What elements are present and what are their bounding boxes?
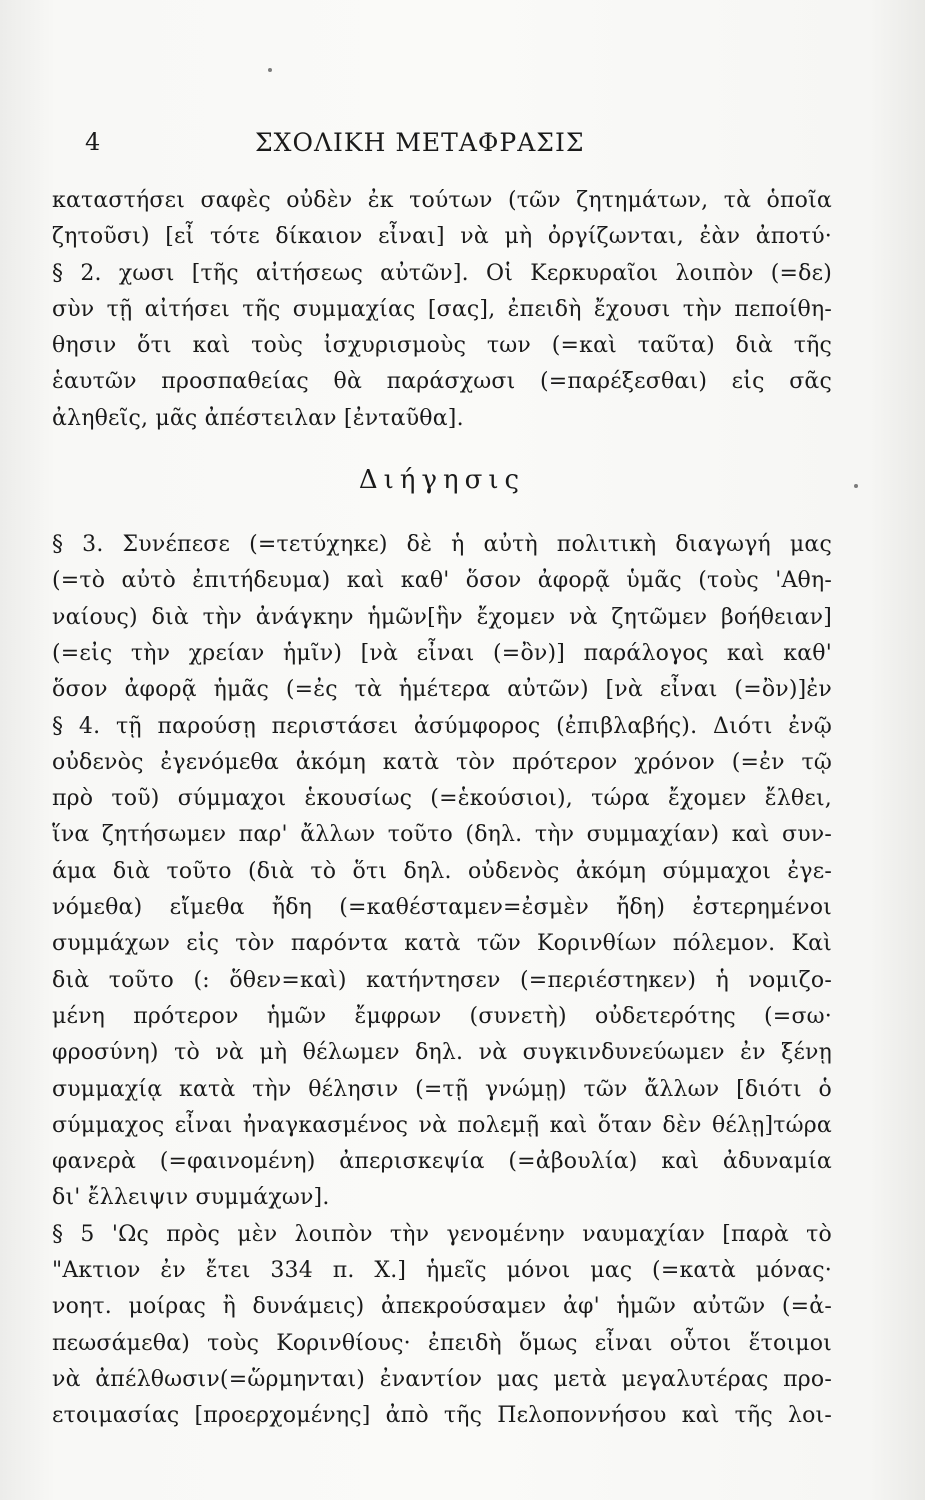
text-line: (=τὸ αὐτὸ ἐπιτήδευμα) καὶ καθ' ὅσον ἀφορᾷ ὑμᾶς (τοὺς 'Αθη- bbox=[52, 568, 832, 594]
section-heading: Διήγησις bbox=[358, 465, 526, 496]
text-line: ετοιμασίας [προερχομένης] ἀπὸ τῆς Πελοποννήσου καὶ τῆς λοι- bbox=[52, 1403, 832, 1429]
text-line: νοητ. μοίρας ἢ δυνάμεις) ἀπεκρούσαμεν ἀφ' ἡμῶν αὐτῶν (=ἀ- bbox=[52, 1294, 832, 1320]
running-title: ΣΧΟΛΙΚΗ ΜΕΤΑΦΡΑΣΙΣ bbox=[255, 128, 585, 157]
text-line: συμμαχίᾳ κατὰ τὴν θέλησιν (=τῇ γνώμῃ) τῶν ἄλλων [διότι ὁ bbox=[52, 1076, 832, 1102]
text-line: σὺν τῇ αἰτήσει τῆς συμμαχίας [σας], ἐπειδὴ ἔχουσι τὴν πεποίθη- bbox=[52, 296, 832, 322]
text-line: πεωσάμεθα) τοὺς Κορινθίους· ἐπειδὴ ὅμως εἶναι οὗτοι ἕτοιμοι bbox=[52, 1330, 832, 1356]
text-line: νόμεθα) εἴμεθα ἤδη (=καθέσταμεν=ἐσμὲν ἤδη) ἐστερημένοι bbox=[52, 895, 832, 921]
text-line: θησιν ὅτι καὶ τοὺς ἰσχυρισμοὺς των (=καὶ ταῦτα) διὰ τῆς bbox=[52, 333, 832, 359]
page-body bbox=[52, 183, 832, 1435]
page-number: 4 bbox=[85, 128, 101, 156]
text-line: οὐδενὸς ἐγενόμεθα ἀκόμη κατὰ τὸν πρότερον χρόνον (=ἐν τῷ bbox=[52, 749, 832, 775]
text-line: διὰ τοῦτο (: ὅθεν=καὶ) κατήντησεν (=περιέστηκεν) ἡ νομιζο- bbox=[52, 967, 832, 993]
ink-speck bbox=[268, 68, 272, 72]
paragraph-2 bbox=[52, 527, 832, 1217]
text-line: άμα διὰ τοῦτο (διὰ τὸ ὅτι δηλ. οὐδενὸς ἀκόμη σύμμαχοι ἐγε- bbox=[52, 858, 832, 884]
text-line: φανερὰ (=φαινομένη) ἀπερισκεψία (=ἀβουλία) καὶ ἀδυναμία bbox=[52, 1149, 832, 1175]
text-line: μένη πρότερον ἡμῶν ἔμφρων (συνετὴ) οὐδετερότης (=σω· bbox=[52, 1003, 832, 1029]
text-line: § 2. χωσι [τῆς αἰτήσεως αὐτῶν]. Οἱ Κερκυραῖοι λοιπὸν (=δε) bbox=[52, 260, 832, 286]
text-line: πρὸ τοῦ) σύμμαχοι ἑκουσίως (=ἑκούσιοι), τώρα ἔχομεν ἔλθει, bbox=[52, 786, 832, 812]
text-line: σύμμαχος εἶναι ἠναγκασμένος νὰ πολεμῇ καὶ ὅταν δὲν θέλῃ]τώρα bbox=[52, 1112, 832, 1138]
text-line: νὰ ἀπέλθωσιν(=ὥρμηνται) ἐναντίον μας μετὰ μεγαλυτέρας προ- bbox=[52, 1366, 832, 1392]
ink-speck bbox=[854, 484, 858, 488]
paragraph-1 bbox=[52, 183, 832, 437]
text-line: δι' ἔλλειψιν συμμάχων]. bbox=[52, 1185, 330, 1211]
text-line: ζητοῦσι) [εἶ τότε δίκαιον εἶναι] νὰ μὴ ὀργίζωνται, ἐὰν ἀποτύ· bbox=[52, 224, 832, 250]
text-line: § 3. Συνέπεσε (=τετύχηκε) δὲ ἡ αὐτὴ πολιτικὴ διαγωγή μας bbox=[52, 532, 832, 558]
text-line: ἵνα ζητήσωμεν παρ' ἄλλων τοῦτο (δηλ. τὴν συμμαχίαν) καὶ συν- bbox=[52, 822, 832, 848]
text-line: (=εἰς τὴν χρείαν ἡμῖν) [νὰ εἶναι (=ὂν)] παράλογος καὶ καθ' bbox=[52, 640, 832, 666]
text-line: § 4. τῇ παρούσῃ περιστάσει ἀσύμφορος (ἐπιβλαβής). Διότι ἐνῷ bbox=[52, 713, 832, 739]
text-line: "Ακτιον ἐν ἔτει 334 π. Χ.] ἡμεῖς μόνοι μας (=κατὰ μόνας· bbox=[52, 1258, 832, 1284]
text-line: συμμάχων εἰς τὸν παρόντα κατὰ τῶν Κορινθίων πόλεμον. Καὶ bbox=[52, 931, 832, 957]
text-line: ὅσον ἀφορᾷ ἡμᾶς (=ἐς τὰ ἡμέτερα αὐτῶν) [νὰ εἶναι (=ὂν)]ἐν bbox=[52, 677, 832, 703]
text-line: φροσύνη) τὸ νὰ μὴ θέλωμεν δηλ. νὰ συγκινδυνεύωμεν ἐν ξένῃ bbox=[52, 1040, 832, 1066]
page-header bbox=[85, 128, 805, 168]
text-line: ἑαυτῶν προσπαθείας θὰ παράσχωσι (=παρέξεσθαι) εἰς σᾶς bbox=[52, 369, 832, 395]
text-line: ἀληθεῖς, μᾶς ἀπέστειλαν [ἐνταῦθα]. bbox=[52, 405, 464, 431]
text-line: § 5 'Ως πρὸς μὲν λοιπὸν τὴν γενομένην ναυμαχίαν [παρὰ τὸ bbox=[52, 1221, 832, 1247]
paragraph-3 bbox=[52, 1217, 832, 1435]
text-line: καταστήσει σαφὲς οὐδὲν ἐκ τούτων (τῶν ζητημάτων, τὰ ὁποῖα bbox=[52, 188, 832, 213]
text-line: ναίους) διὰ τὴν ἀνάγκην ἡμῶν[ἣν ἔχομεν νὰ ζητῶμεν βοήθειαν] bbox=[52, 604, 832, 630]
